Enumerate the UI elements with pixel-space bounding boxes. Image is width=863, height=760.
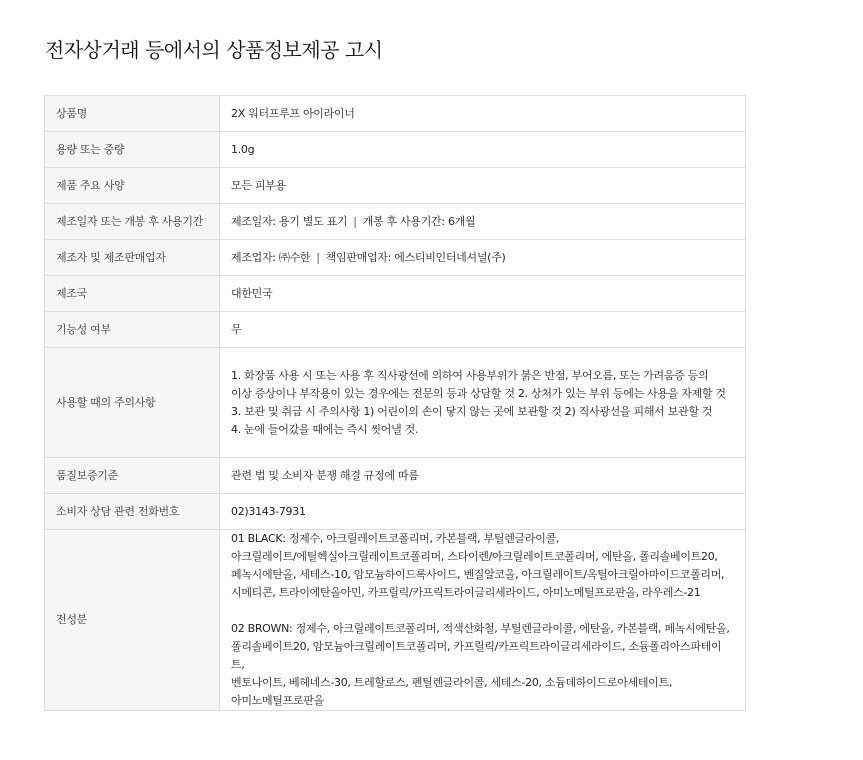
- usage-period-text: 개봉 후 사용기간: 6개월: [362, 214, 476, 228]
- ingredient-line: 폴리솔베이트20, 암모늄아크릴레이트코폴리머, 카프릴릭/카프릭트라이글리세라이드, 소듐폴리아스파테이트,: [231, 640, 722, 671]
- row-value: 관련 법 및 소비자 분쟁 해결 규정에 따름: [220, 458, 746, 494]
- row-value: [220, 240, 746, 276]
- row-value: [220, 204, 746, 240]
- ingredient-line: 벤토나이트, 베헤네스-30, 트레할로스, 펜틸렌글라이콜, 세테스-20, 소듐데하이드로아세테이트,: [231, 676, 673, 689]
- distributor-text: 책임판매업자: 에스티비인터네셔널(주): [325, 250, 506, 264]
- separator: |: [353, 214, 357, 228]
- table-row: [45, 458, 746, 494]
- caution-line: 이상 증상이나 부작용이 있는 경우에는 전문의 등과 상담할 것 2. 상처가 있는 부위 등에는 사용을 자제할 것: [231, 386, 726, 400]
- row-value: 모든 피부용: [220, 168, 746, 204]
- separator: |: [316, 250, 320, 264]
- row-value: 무: [220, 312, 746, 348]
- table-row: [45, 348, 746, 458]
- row-label: 상품명: [45, 96, 220, 132]
- ingredient-line: 아크릴레이트/에틸헥실아크릴레이트코폴리머, 스타이렌/아크릴레이트코폴리머, 에탄올, 폴리솔베이트20,: [231, 550, 718, 563]
- table-row: [45, 240, 746, 276]
- table-row: [45, 312, 746, 348]
- table-row: [45, 494, 746, 530]
- caution-line: 3. 보관 및 취급 시 주의사항 1) 어린이의 손이 닿지 않는 곳에 보관할 것 2) 직사광선을 피해서 보관할 것: [231, 404, 713, 418]
- row-value: 2X 워터프루프 아이라이너: [220, 96, 746, 132]
- ingredient-line: 아미노메틸프로판올: [231, 694, 324, 707]
- ingredients-brown: [231, 620, 734, 710]
- table-row: [45, 530, 746, 711]
- ingredient-line: 페녹시에탄올, 세테스-10, 암모늄하이드록사이드, 벤질알코올, 아크릴레이트/옥틸아크릴아마이드코폴리머,: [231, 568, 725, 581]
- row-label: 제조자 및 제조판매업자: [45, 240, 220, 276]
- page-title: 전자상거래 등에서의 상품정보제공 고시: [45, 38, 383, 62]
- product-info-table: [44, 95, 746, 711]
- ingredient-line: 02 BROWN: 정제수, 아크릴레이트코폴리머, 적색산화철, 부틸렌글라이콜, 에탄올, 카본블랙, 페녹시에탄올,: [231, 622, 730, 635]
- ingredient-line: 시메티콘, 트라이에탄올아민, 카프릴릭/카프릭트라이글리세라이드, 아미노메틸프로판올, 라우레스-21: [231, 586, 701, 599]
- row-label: 제조일자 또는 개봉 후 사용기간: [45, 204, 220, 240]
- row-label: 품질보증기준: [45, 458, 220, 494]
- caution-line: 4. 눈에 들어갔을 때에는 즉시 씻어낼 것.: [231, 422, 419, 436]
- table-row: [45, 168, 746, 204]
- table-row: [45, 132, 746, 168]
- table-row: [45, 276, 746, 312]
- row-label: 용량 또는 중량: [45, 132, 220, 168]
- manufacturer-text: 제조업자: ㈜수한: [231, 250, 311, 264]
- row-label: 소비자 상담 관련 전화번호: [45, 494, 220, 530]
- row-label: 사용할 때의 주의사항: [45, 348, 220, 458]
- row-label: 제품 주요 사양: [45, 168, 220, 204]
- row-label: 제조국: [45, 276, 220, 312]
- table-row: [45, 96, 746, 132]
- ingredient-line: 01 BLACK: 정제수, 아크릴레이트코폴리머, 카본블랙, 부틸렌글라이콜,: [231, 532, 560, 545]
- ingredients-black: [231, 530, 734, 602]
- table-row: [45, 204, 746, 240]
- caution-line: 1. 화장품 사용 시 또는 사용 후 직사광선에 의하여 사용부위가 붉은 반점, 부어오름, 또는 가려움증 등의: [231, 368, 709, 382]
- row-value: 대한민국: [220, 276, 746, 312]
- row-value: 02)3143-7931: [220, 494, 746, 530]
- manufacture-date-text: 제조일자: 용기 별도 표기: [231, 214, 348, 228]
- row-value: [220, 348, 746, 458]
- row-value: [220, 530, 746, 711]
- row-value: 1.0g: [220, 132, 746, 168]
- row-label: 기능성 여부: [45, 312, 220, 348]
- row-label: 전성분: [45, 530, 220, 711]
